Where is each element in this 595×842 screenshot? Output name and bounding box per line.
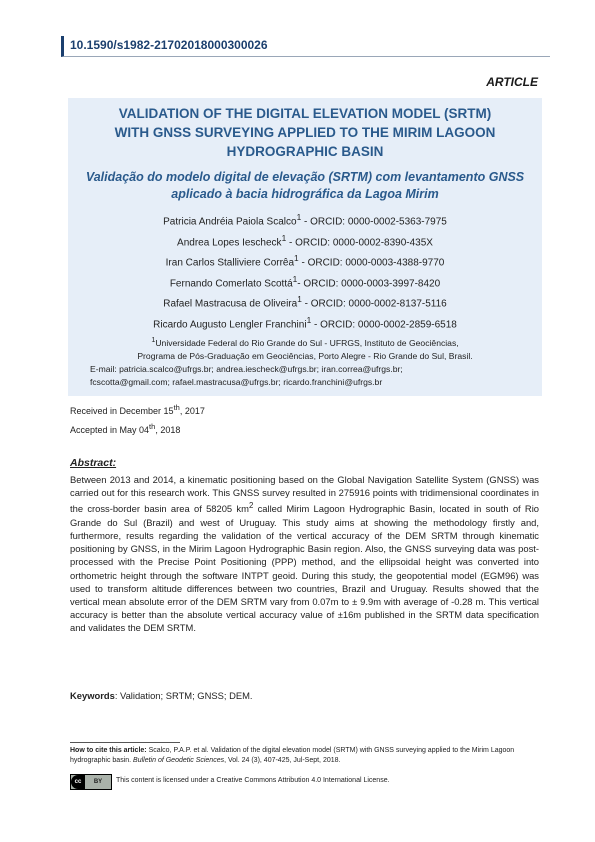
keywords (70, 690, 253, 701)
author-orcid[interactable]: - ORCID: 0000-0003-3997-8420 (297, 278, 441, 290)
author-name: Patricia Andréia Paiola Scalco (163, 216, 297, 228)
author-name: Ricardo Augusto Lengler Franchini (153, 319, 307, 331)
footer-divider (70, 742, 180, 743)
citation-text: Scalco, P.A.P. et al. Validation of the digital elevation model (SRTM) with GNSS surveying applied to the Mirim Lagoon hydrographic basin. (70, 747, 515, 764)
license-text[interactable]: This content is licensed under a Creative Commons Attribution 4.0 International License. (116, 777, 390, 784)
author-entry (68, 209, 542, 230)
abstract-heading: Abstract: (70, 457, 117, 469)
affiliation-line (80, 334, 530, 350)
author-orcid[interactable]: - ORCID: 0000-0002-8390-435X (286, 236, 433, 248)
accepted-date (70, 422, 180, 435)
affiliation-block (80, 334, 530, 389)
author-name: Fernando Comerlato Scottá (169, 278, 293, 290)
ordinal-suffix: th (173, 403, 180, 412)
ordinal-suffix: th (149, 422, 156, 431)
author-affil-marker: 1 (296, 212, 302, 222)
subtitle-line: aplicado à bacia hidrográfica da Lagoa Mirim (171, 187, 439, 201)
citation-note (70, 746, 540, 766)
cc-by-badge-icon[interactable] (70, 774, 112, 790)
author-orcid[interactable]: - ORCID: 0000-0003-4388-9770 (298, 257, 445, 269)
paper-subtitle (68, 169, 542, 203)
journal-name: Bulletin of Geodetic Sciences (133, 757, 225, 764)
author-name: Rafael Mastracusa de Oliveira (163, 298, 298, 310)
author-affil-marker: 1 (306, 314, 312, 325)
affiliation-text: Universidade Federal do Rio Grande do Sul - UFRGS, Instituto de Geociências, (155, 337, 459, 348)
affil-marker: 1 (151, 336, 156, 344)
received-text: Received in December 15 (70, 406, 174, 416)
email-line[interactable]: E-mail: patricia.scalco@ufrgs.br; andrea.iescheck@ufrgs.br; iran.correa@ufrgs.br; (90, 363, 403, 374)
received-date (70, 403, 205, 416)
author-orcid[interactable]: - ORCID: 0000-0002-2859-6518 (311, 319, 457, 331)
title-line: WITH GNSS SURVEYING APPLIED TO THE MIRIM LAGOON (114, 125, 496, 140)
author-name: Andrea Lopes Iescheck (177, 236, 282, 248)
author-orcid[interactable]: - ORCID: 0000-0002-5363-7975 (301, 216, 447, 228)
accepted-text: Accepted in May 04 (70, 425, 150, 435)
author-affil-marker: 1 (292, 273, 298, 284)
author-entry (68, 271, 542, 292)
paper-title (68, 104, 542, 161)
by-icon: BY (93, 779, 103, 785)
abstract-text: Between 2013 and 2014, a kinematic positioning based on the Global Navigation Satellite System (GNSS) was carried out for this research work. This GNSS survey resulted in 275916 points with tridimensional coordinates in the cross-border basin area of 58205 km (70, 474, 539, 515)
keywords-label: Keywords (70, 690, 115, 701)
keywords-list: : Validation; SRTM; GNSS; DEM. (114, 690, 253, 701)
email-line[interactable]: fcscotta@gmail.com; rafael.mastracusa@ufrgs.br; ricardo.franchini@ufrgs.br (90, 376, 383, 387)
author-affil-marker: 1 (294, 253, 299, 264)
author-entry (68, 312, 542, 333)
unit-superscript: 2 (248, 501, 254, 511)
doi-link[interactable]: 10.1590/s1982-21702018000300026 (61, 36, 550, 57)
author-entry (68, 250, 542, 271)
abstract-text: called Mirim Lagoon Hydrographic Basin, located in south of Rio Grande do Sul (Brazil) and west of Uruguay. This study aims at showing the methodology firstly and, furthermore, results regarding the validation of the vertical accuracy of the DEM SRTM through kinematic positioning by GNSS, in the Mirim Lagoon Hydrographic Basin region. Also, the GNSS surveying data was post-processed with the Precise Point Positioning (PPP) method, and the ellipsoidal height was converted into orthometric height through the software INTPT geoid. During this study, the geopotential model (EGM96) was used to transform altitude differences between two countries, Brazil and Uruguay. Results showed that the vertical mean absolute error of the DEM SRTM vary from 0.07m to ± 9.9m with average of -0.28 m. This vertical accuracy is better than the absolute vertical accuracy value of ±16m published in the SRTM data specification and validates the DEM SRTM. (70, 503, 540, 634)
cc-icon: cc (71, 775, 85, 789)
author-affil-marker: 1 (281, 232, 287, 243)
article-type-label: ARTICLE (486, 75, 538, 89)
received-year: , 2017 (179, 406, 205, 416)
author-affil-marker: 1 (297, 294, 302, 305)
subtitle-line: Validação do modelo digital de elevação (SRTM) com levantamento GNSS (85, 170, 525, 184)
accepted-year: , 2018 (155, 425, 181, 435)
author-name: Iran Carlos Stalliviere Corrêa (165, 257, 295, 269)
author-orcid[interactable]: - ORCID: 0000-0002-8137-5116 (301, 298, 447, 310)
author-list (68, 209, 542, 333)
author-entry (68, 230, 542, 251)
author-entry (68, 291, 542, 312)
citation-label: How to cite this article: (70, 747, 147, 754)
citation-text: , Vol. 24 (3), 407-425, Jul-Sept, 2018. (224, 757, 341, 764)
affiliation-line: Programa de Pós-Graduação em Geociências, Porto Alegre - Rio Grande do Sul, Brasil. (137, 350, 473, 361)
title-line: HYDROGRAPHIC BASIN (226, 144, 384, 159)
abstract-body (70, 473, 539, 635)
title-line: VALIDATION OF THE DIGITAL ELEVATION MODEL (SRTM) (118, 106, 492, 121)
